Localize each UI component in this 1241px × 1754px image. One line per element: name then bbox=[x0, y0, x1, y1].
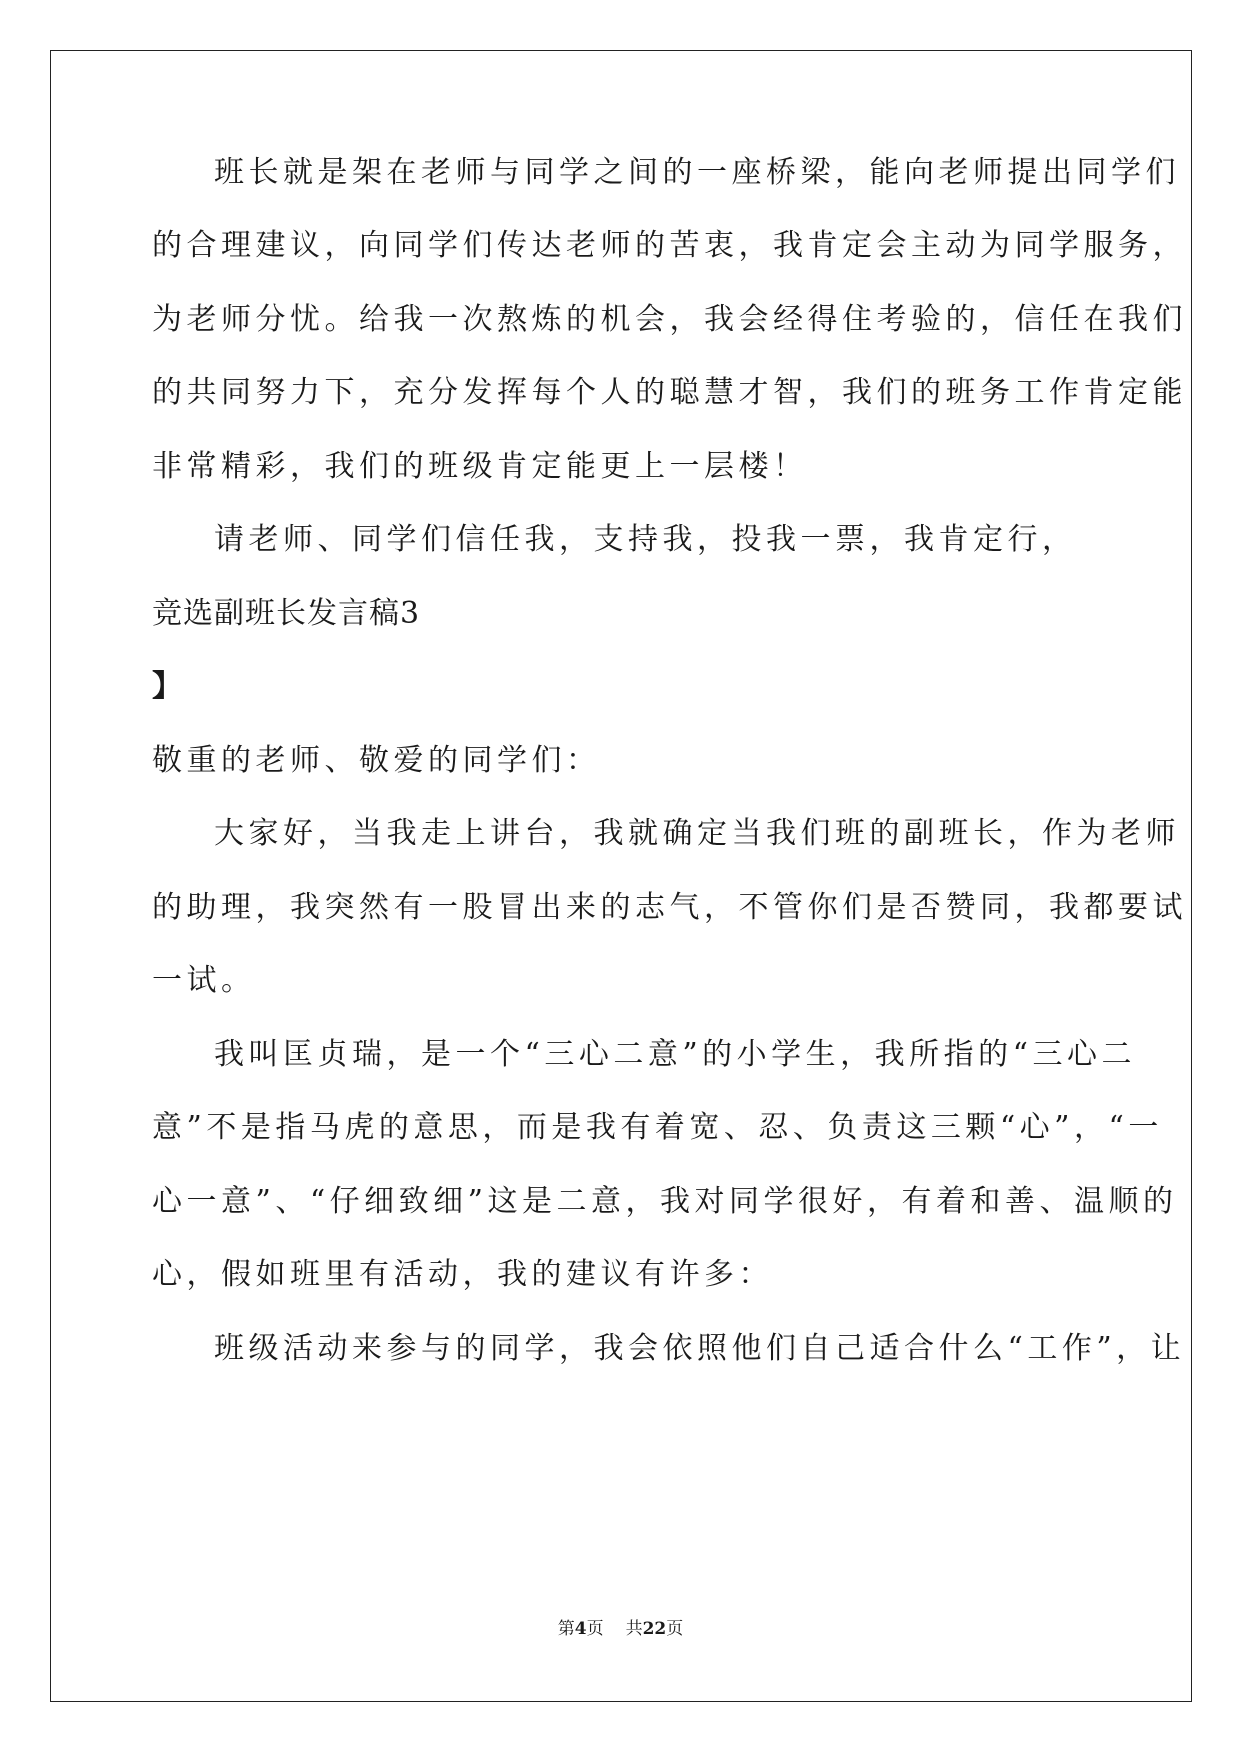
paragraph-line: 大家好，当我走上讲台，我就确定当我们班的副班长，作为老师 bbox=[214, 816, 1180, 851]
paragraph-line: 的助理，我突然有一股冒出来的志气，不管你们是否赞同，我都要试 bbox=[152, 890, 1187, 925]
paragraph-line: 的合理建议，向同学们传达老师的苦衷，我肯定会主动为同学服务， bbox=[152, 228, 1187, 263]
section-title: 竞选副班长发言稿3 bbox=[152, 596, 421, 631]
total-pages: 22 bbox=[642, 1619, 667, 1639]
paragraph-line: 班长就是架在老师与同学之间的一座桥梁，能向老师提出同学们 bbox=[214, 155, 1180, 190]
page-prefix: 第 bbox=[557, 1619, 575, 1639]
total-suffix: 页 bbox=[666, 1619, 684, 1639]
paragraph-line: 一试。 bbox=[152, 963, 256, 998]
total-prefix: 共 bbox=[625, 1619, 643, 1639]
page-number: 4 bbox=[574, 1619, 587, 1639]
paragraph-line: 班级活动来参与的同学，我会依照他们自己适合什么“工作”，让 bbox=[214, 1331, 1186, 1366]
page-footer bbox=[0, 1618, 1241, 1640]
paragraph-line: 非常精彩，我们的班级肯定能更上一层楼！ bbox=[152, 449, 808, 484]
salutation: 敬重的老师、敬爱的同学们： bbox=[152, 743, 601, 778]
paragraph-line: 意”不是指马虎的意思，而是我有着宽、忍、负责这三颗“心”，“一 bbox=[152, 1110, 1163, 1145]
paragraph-line: 请老师、同学们信任我，支持我，投我一票，我肯定行， bbox=[214, 522, 1077, 557]
paragraph-line: 为老师分忧。给我一次熬炼的机会，我会经得住考验的，信任在我们 bbox=[152, 302, 1187, 337]
paragraph-line: 我叫匡贞瑞，是一个“三心二意”的小学生，我所指的“三心二 bbox=[214, 1037, 1137, 1072]
bracket-mark: 】 bbox=[152, 669, 187, 704]
page-suffix: 页 bbox=[586, 1619, 604, 1639]
paragraph-line: 心一意”、“仔细致细”这是二意，我对同学很好，有着和善、温顺的 bbox=[152, 1184, 1178, 1219]
paragraph-line: 心，假如班里有活动，我的建议有许多： bbox=[152, 1257, 773, 1292]
paragraph-line: 的共同努力下，充分发挥每个人的聪慧才智，我们的班务工作肯定能 bbox=[152, 375, 1187, 410]
page-border bbox=[50, 50, 1192, 1702]
